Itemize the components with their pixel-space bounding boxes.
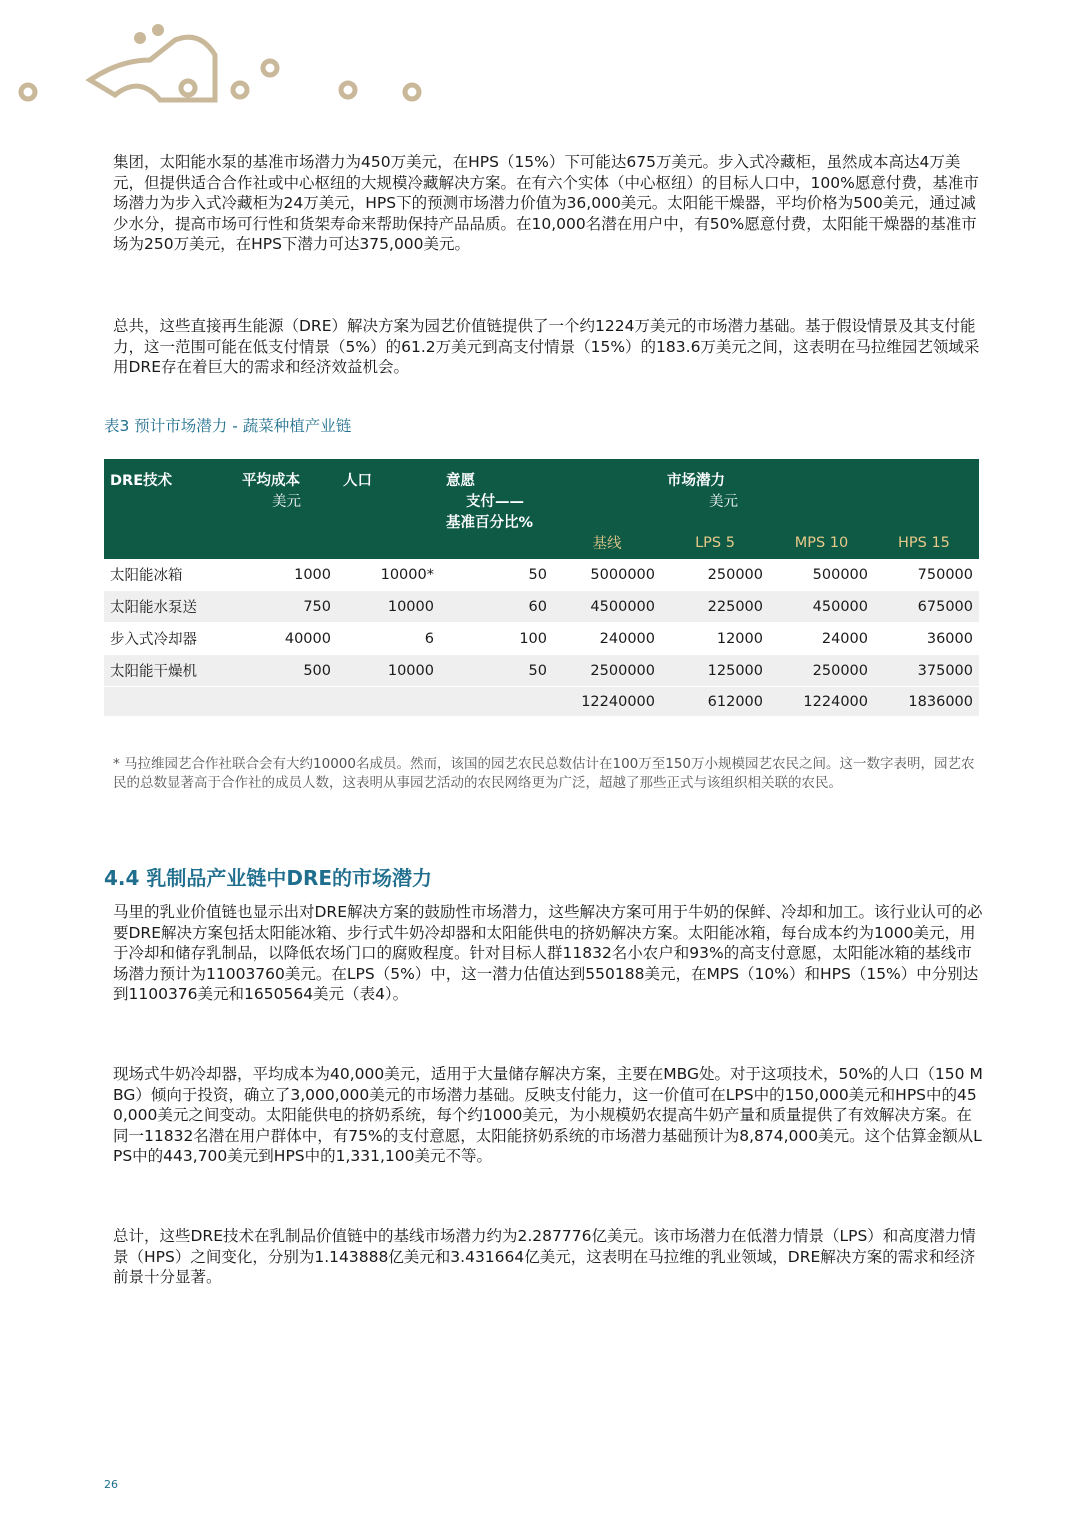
table-row: 太阳能干燥机 500 10000 50 2500000 125000 250000 375000: [104, 655, 979, 687]
header-population: 人口: [337, 459, 440, 532]
header-hps: HPS 15: [874, 532, 979, 559]
table-subheader-row: [104, 532, 979, 559]
header-lps: LPS 5: [661, 532, 769, 559]
header-avg-cost: 平均成本 美元: [236, 459, 337, 532]
header-willingness: 意愿 支付—— 基准百分比%: [440, 459, 661, 532]
paragraph-dairy-total: 总计，这些DRE技术在乳制品价值链中的基线市场潜力约为2.287776亿美元。该市场潜力在低潜力情景（LPS）和高度潜力情景（HPS）之间变化，分别为1.143888亿美元和3.431664亿美元，这表明在马拉维的乳业领域，DRE解决方案的需求和经济前景十分显著。: [113, 1227, 976, 1286]
table-header-row: [104, 459, 979, 532]
header-tech: DRE技术: [104, 459, 236, 532]
header-market: 市场潜力 美元: [661, 459, 874, 532]
paragraph-milk-cooler: 现场式牛奶冷却器，平均成本为40,000美元，适用于大量储存解决方案，主要在MBG处。对于这项技术，50%的人口（150 MBG）倾向于投资，确立了3,000,000美元的市场潜力基础。反映支付能力，这一价值可在LPS中的150,000美元和HPS中的450,000美元之间变动。太阳能供电的挤奶系统，每个约1000美元，为小规模奶农提高牛奶产量和质量提供了有效解决方案。在同一11832名潜在用户群体中，有75%的支付意愿，太阳能挤奶系统的市场潜力基础预计为8,874,000美元。这个估算金额从LPS中的443,700美元到HPS中的1,331,100美元不等。: [113, 1065, 983, 1165]
paragraph-dairy-intro: 马里的乳业价值链也显示出对DRE解决方案的鼓励性市场潜力，这些解决方案可用于牛奶的保鲜、冷却和加工。该行业认可的必要DRE解决方案包括太阳能冰箱、步行式牛奶冷却器和太阳能供电的挤奶解决方案。太阳能冰箱，每台成本约为1000美元，用于冷却和储存乳制品，以降低农场门口的腐败程度。针对目标人群11832名小农户和93%的高支付意愿，太阳能冰箱的基线市场潜力预计为11003760美元。在LPS（5%）中，这一潜力估值达到550188美元，在MPS（10%）和HPS（15%）中分别达到1100376美元和1650564美元（表4）。: [113, 903, 983, 1003]
decorative-header-motif: [0, 0, 440, 110]
table-footnote: * 马拉维园艺合作社联合会有大约10000名成员。然而，该国的园艺农民总数估计在100万至150万小规模园艺农民之间。这一数字表明，园艺农民的总数显著高于合作社的成员人数，这表明从事园艺活动的农民网络更为广泛，超越了那些正式与该组织相关联的农民。: [113, 756, 975, 791]
section-title: 4.4 乳制品产业链中DRE的市场潜力: [104, 866, 433, 890]
table-row: 太阳能冰箱 1000 10000* 50 5000000 250000 500000 750000: [104, 559, 979, 591]
page-number: 26: [104, 1478, 118, 1491]
market-potential-table: [104, 459, 979, 739]
paragraph-solar-pump: 集团，太阳能水泵的基准市场潜力为450万美元，在HPS（15%）下可能达675万美元。步入式冷藏柜，虽然成本高达4万美元，但提供适合合作社或中心枢纽的大规模冷藏解决方案。在有六个实体（中心枢纽）的目标人口中，100%愿意付费，基准市场潜力为步入式冷藏柜为24万美元，HPS下的预测市场潜力价值为36,000美元。太阳能干燥器，平均价格为500美元，通过减少水分，提高市场可行性和货架寿命来帮助保持产品品质。在10,000名潜在用户中，有50%愿意付费，太阳能干燥器的基准市场为250万美元，在HPS下潜力可达375,000美元。: [113, 153, 979, 253]
paragraph-horticulture-total: 总共，这些直接再生能源（DRE）解决方案为园艺价值链提供了一个约1224万美元的市场潜力基础。基于假设情景及其支付能力，这一范围可能在低支付情景（5%）的61.2万美元到高支付情景（15%）的183.6万美元之间，这表明在马拉维园艺领域采用DRE存在着巨大的需求和经济效益机会。: [113, 317, 980, 376]
header-baseline: 基线: [553, 532, 661, 559]
table-caption: 表3 预计市场潜力 - 蔬菜种植产业链: [104, 417, 352, 435]
table-total-row: 12240000 612000 1224000 1836000: [104, 687, 979, 717]
table-row: 太阳能水泵送 750 10000 60 4500000 225000 450000 675000: [104, 591, 979, 623]
header-mps: MPS 10: [769, 532, 874, 559]
table-row: 步入式冷却器 40000 6 100 240000 12000 24000 36000: [104, 623, 979, 655]
